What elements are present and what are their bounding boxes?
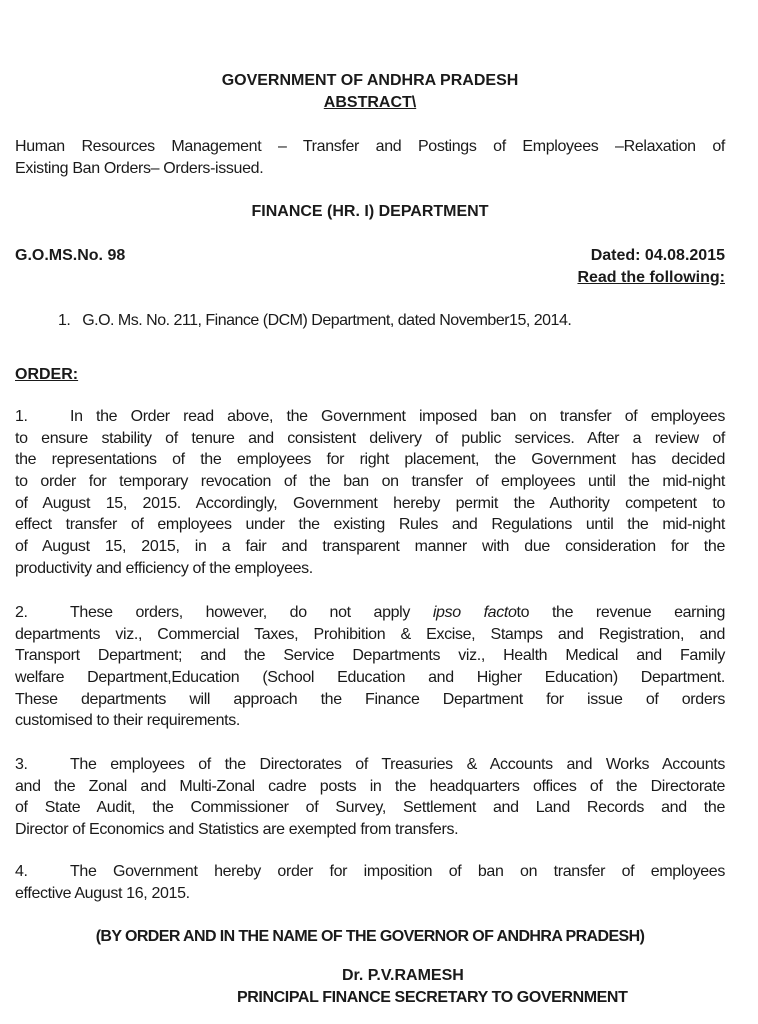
subject-line: Human Resources Management – Transfer and Postings of Employees –Relaxation of xyxy=(15,138,725,155)
signatory-title: PRINCIPAL FINANCE SECRETARY TO GOVERNMENT xyxy=(237,989,628,1006)
paragraph-line: of August 15, 2015. Accordingly, Government hereby permit the Authority competent to xyxy=(15,494,725,512)
paragraph-line: to order for temporary revocation of the ban on transfer of employees until the mid-night xyxy=(15,473,725,491)
italic-term: ipso facto xyxy=(432,604,517,621)
government-title: GOVERNMENT OF ANDHRA PRADESH xyxy=(221,72,519,89)
paragraph-line: the representations of the employees for right placement, the Government has decided xyxy=(15,451,725,469)
paragraph-line: These departments will approach the Finance Department for issue of orders xyxy=(15,690,725,708)
order-heading: ORDER: xyxy=(15,366,79,383)
paragraph-line: The employees of the Directorates of Treasuries & Accounts and Works Accounts xyxy=(70,756,725,773)
dated: Dated: 04.08.2015 xyxy=(590,247,725,264)
paragraph-line: In the Order read above, the Government imposed ban on transfer of employees xyxy=(70,408,725,425)
paragraph-line: departments viz., Commercial Taxes, Prohibition & Excise, Stamps and Registration, and xyxy=(15,625,725,643)
order-paragraph-1 xyxy=(15,406,725,580)
paragraph-line: customised to their requirements. xyxy=(15,712,240,730)
order-paragraph-3 xyxy=(15,754,725,841)
order-paragraph-2 xyxy=(15,602,725,732)
paragraph-text: These orders, however, do not apply xyxy=(70,604,411,621)
paragraph-line: effective August 16, 2015. xyxy=(15,884,190,902)
read-following: Read the following: xyxy=(577,269,725,286)
paragraph-line: effect transfer of employees under the existing Rules and Regulations until the mid-night xyxy=(15,516,725,534)
department-heading: FINANCE (HR. I) DEPARTMENT xyxy=(251,203,489,220)
abstract-heading: ABSTRACT\ xyxy=(323,94,417,111)
paragraph-number: 1. xyxy=(15,408,28,425)
reference-item xyxy=(58,310,728,332)
paragraph-number: 4. xyxy=(15,863,28,880)
paragraph-line: welfare Department,Education (School Education and Higher Education) Department. xyxy=(15,669,725,687)
reference-text: G.O. Ms. No. 211, Finance (DCM) Department, dated November15, 2014. xyxy=(82,312,572,329)
by-order-line: (BY ORDER AND IN THE NAME OF THE GOVERNOR OF ANDHRA PRADESH) xyxy=(95,928,645,945)
signatory-name: Dr. P.V.RAMESH xyxy=(342,967,464,984)
paragraph-line: productivity and efficiency of the employees. xyxy=(15,559,313,577)
reference-number: 1. xyxy=(58,312,71,329)
paragraph-number: 2. xyxy=(15,604,28,621)
paragraph-line: and the Zonal and Multi-Zonal cadre posts in the headquarters offices of the Directorate xyxy=(15,777,725,795)
paragraph-text: to the revenue earning xyxy=(516,604,726,621)
paragraph-line: to ensure stability of tenure and consistent delivery of public services. After a review of xyxy=(15,429,725,447)
paragraph-line: of August 15, 2015, in a fair and transparent manner with due consideration for the xyxy=(15,538,725,556)
paragraph-line: of State Audit, the Commissioner of Survey, Settlement and Land Records and the xyxy=(15,799,725,817)
paragraph-number: 3. xyxy=(15,756,28,773)
go-number: G.O.MS.No. 98 xyxy=(15,247,126,264)
paragraph-line: The Government hereby order for imposition of ban on transfer of employees xyxy=(70,863,725,880)
paragraph-line: Director of Economics and Statistics are exempted from transfers. xyxy=(15,821,459,839)
subject xyxy=(15,136,725,179)
order-paragraph-4 xyxy=(15,861,725,904)
subject-line: Existing Ban Orders– Orders-issued. xyxy=(15,159,264,177)
paragraph-line: Transport Department; and the Service Departments viz., Health Medical and Family xyxy=(15,647,725,665)
